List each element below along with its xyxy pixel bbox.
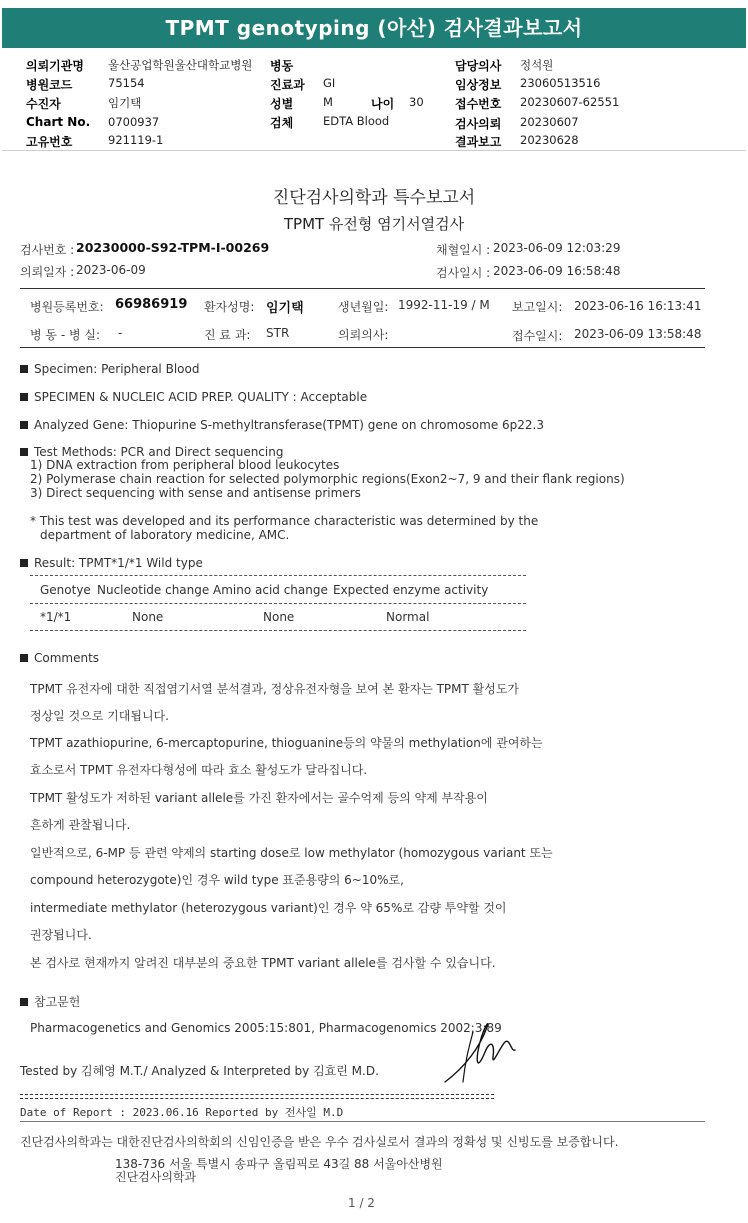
dob-value: 1992-11-19 / M [398,298,490,312]
note-line: * This test was developed and its performance characteristic was determined by the [30,514,539,528]
page-number: 1 / 2 [348,1196,375,1210]
address-text: 138-736 서울 특별시 송파구 올림픽로 43길 88 서울아산병원 [115,1157,443,1171]
references-item [20,993,80,1010]
dept-text: 진단검사의학과 [115,1170,197,1184]
request-date-value: 20230607 [520,115,579,129]
request-date-label-2: 의뢰일자 : [20,265,75,279]
report-date-label: 결과보고 [455,135,502,149]
specimen-text: Specimen: Peripheral Blood [34,362,200,376]
chart-no-value: 0700937 [108,115,160,129]
table-cell-enzyme: Normal [386,610,430,624]
hospital-code-label: 병원코드 [26,78,73,92]
clinical-info-value: 23060513516 [520,76,601,90]
report-sep-dash-1 [20,1094,494,1095]
comment-line: intermediate methylator (heterozygous variant)인 경우 약 65%로 감량 투약할 것이 [30,901,507,915]
bullet-square-icon [20,998,28,1006]
clinical-info-label: 임상정보 [455,78,502,92]
dept-value: STR [266,326,290,340]
bullet-square-icon [20,365,28,373]
table-header-nucleotide: Nucleotide change [97,583,210,597]
patient-name-label: 환자성명: [204,300,255,314]
age-label: 나이 [371,97,395,111]
quality-item [20,390,367,404]
hospital-code-value: 75154 [108,76,145,90]
sex-label: 성별 [270,97,294,111]
table-bottom-dash [30,630,526,631]
table-cell-amino-acid: None [263,610,295,624]
references-title: 참고문헌 [34,995,81,1009]
footer-divider [20,1121,705,1122]
table-cell-nucleotide: None [132,610,164,624]
collect-label: 채혈일시 : [436,243,491,257]
report-time-value: 2023-06-16 16:13:41 [574,299,702,313]
bullet-square-icon [20,448,28,456]
exam-no-label: 검사번호 : [20,243,75,257]
table-mid-dash [30,603,526,604]
header-divider [2,150,746,151]
patient-box-bottom-line [20,347,705,348]
comment-line: 흔하게 관찰됩니다. [30,818,131,832]
report-banner-title: TPMT genotyping (아산) 검사결과보고서 [2,8,746,48]
method-step: 2) Polymerase chain reaction for selected polymorphic regions(Exon2~7, 9 and their flank regions) [30,472,625,486]
comment-line: 권장됩니다. [30,928,92,942]
exam-no-value: 20230000-S92-TPM-I-00269 [76,240,270,255]
signature-image [435,1012,535,1092]
comments-title: Comments [34,651,100,665]
specimen-value: EDTA Blood [323,114,390,128]
quality-text: SPECIMEN & NUCLEIC ACID PREP. QUALITY : Acceptable [34,390,368,404]
institution-label: 의뢰기관명 [26,59,84,73]
requester-label: 의뢰의사: [338,328,389,342]
test-time-value: 2023-06-09 16:58:48 [493,264,621,278]
reg-no-value: 66986919 [115,297,188,312]
tested-by-line: Tested by 김혜영 M.T./ Analyzed & Interpreted by 김효린 M.D. [20,1064,379,1078]
comment-line: 일반적으로, 6-MP 등 관련 약제의 starting dose로 low methylator (homozygous variant 또는 [30,846,553,860]
comment-line: 효소로서 TPMT 유전자다형성에 따라 효소 활성도가 달라집니다. [30,763,368,777]
ward-room-label: 병 동 - 병 실: [30,328,100,342]
unique-id-value: 921119-1 [108,133,164,147]
age-value: 30 [409,95,424,109]
date-of-report-line: Date of Report : 2023.06.16 Reported by 전사일 M.D [20,1106,344,1119]
methods-title: Test Methods: PCR and Direct sequencing [34,445,284,459]
methods-item [20,445,283,459]
bullet-square-icon [20,654,28,662]
receipt-time-value: 2023-06-09 13:58:48 [574,327,702,341]
comment-line: TPMT 활성도가 저하된 variant allele를 가진 환자에서는 골수억제 등의 약제 부작용이 [30,791,488,805]
ward-room-value: - [118,326,123,340]
department-label: 진료과 [270,78,305,92]
reg-no-label: 병원등록번호: [30,300,104,314]
method-step: 3) Direct sequencing with sense and antisense primers [30,486,361,500]
ward-label: 병동 [270,59,294,73]
institution-value: 울산공업학원울산대학교병원 [108,58,253,72]
specimen-label: 검체 [270,116,294,130]
result-text: Result: TPMT*1/*1 Wild type [34,556,203,570]
report-time-label: 보고일시: [512,300,563,314]
comment-line: TPMT azathiopurine, 6-mercaptopurine, thioguanine등의 약물의 methylation에 관여하는 [30,736,543,750]
comment-line: 본 검사로 현재까지 알려진 대부분의 중요한 TPMT variant allele를 검사할 수 있습니다. [30,956,496,970]
chart-no-label: Chart No. [26,115,91,129]
receipt-time-label: 접수일시: [512,329,563,343]
note-line: department of laboratory medicine, AMC. [40,528,290,542]
comment-line: 정상일 것으로 기대됩니다. [30,709,169,723]
doctor-value: 정석원 [520,58,554,72]
unique-id-label: 고유번호 [26,135,73,149]
references-text: Pharmacogenetics and Genomics 2005:15:801, Pharmacogenomics 2002;3:89 [30,1021,502,1035]
report-subtitle: TPMT 유전형 염기서열검사 [283,215,465,233]
table-cell-genotype: *1/*1 [40,610,72,624]
comment-line: compound heterozygote)인 경우 wild type 표준용량의 6~10%로, [30,873,404,887]
test-time-label: 검사일시 : [436,266,491,280]
table-header-amino-acid: Amino acid change [213,583,328,597]
report-title: 진단검사의학과 특수보고서 [272,188,476,208]
sex-value: M [323,95,333,109]
department-value: GI [323,76,336,90]
bullet-square-icon [20,421,28,429]
certification-text: 진단검사의학과는 대한진단검사의학회의 신임인증을 받은 우수 검사실로서 결과의 정확성 및 신빙도를 보증합니다. [20,1135,619,1149]
receipt-no-value: 20230607-62551 [520,95,620,109]
bullet-square-icon [20,393,28,401]
patient-box-top-line [20,288,705,289]
specimen-item [20,362,199,376]
request-date-value-2: 2023-06-09 [76,263,146,277]
patient-label: 수진자 [26,97,61,111]
request-date-label: 검사의뢰 [455,117,502,131]
dob-label: 생년월일: [338,300,389,314]
collect-value: 2023-06-09 12:03:29 [493,241,621,255]
table-top-dash [30,575,526,576]
patient-value: 임기택 [108,96,142,110]
table-header-enzyme: Expected enzyme activity [333,583,489,597]
result-item [20,556,203,570]
patient-name-value: 임기택 [266,301,304,316]
table-header-genotype: Genotye [40,583,91,597]
report-date-value: 20230628 [520,133,579,147]
receipt-no-label: 접수번호 [455,97,502,111]
gene-text: Analyzed Gene: Thiopurine S-methyltransferase(TPMT) gene on chromosome 6p22.3 [34,418,544,432]
gene-item [20,418,544,432]
report-sep-dash-2 [20,1098,494,1099]
doctor-label: 담당의사 [455,59,502,73]
bullet-square-icon [20,559,28,567]
comments-item [20,651,99,665]
method-step: 1) DNA extraction from peripheral blood leukocytes [30,458,340,472]
dept-label: 진 료 과: [204,328,251,342]
comment-line: TPMT 유전자에 대한 직접염기서열 분석결과, 정상유전자형을 보여 본 환자는 TPMT 활성도가 [30,682,519,696]
